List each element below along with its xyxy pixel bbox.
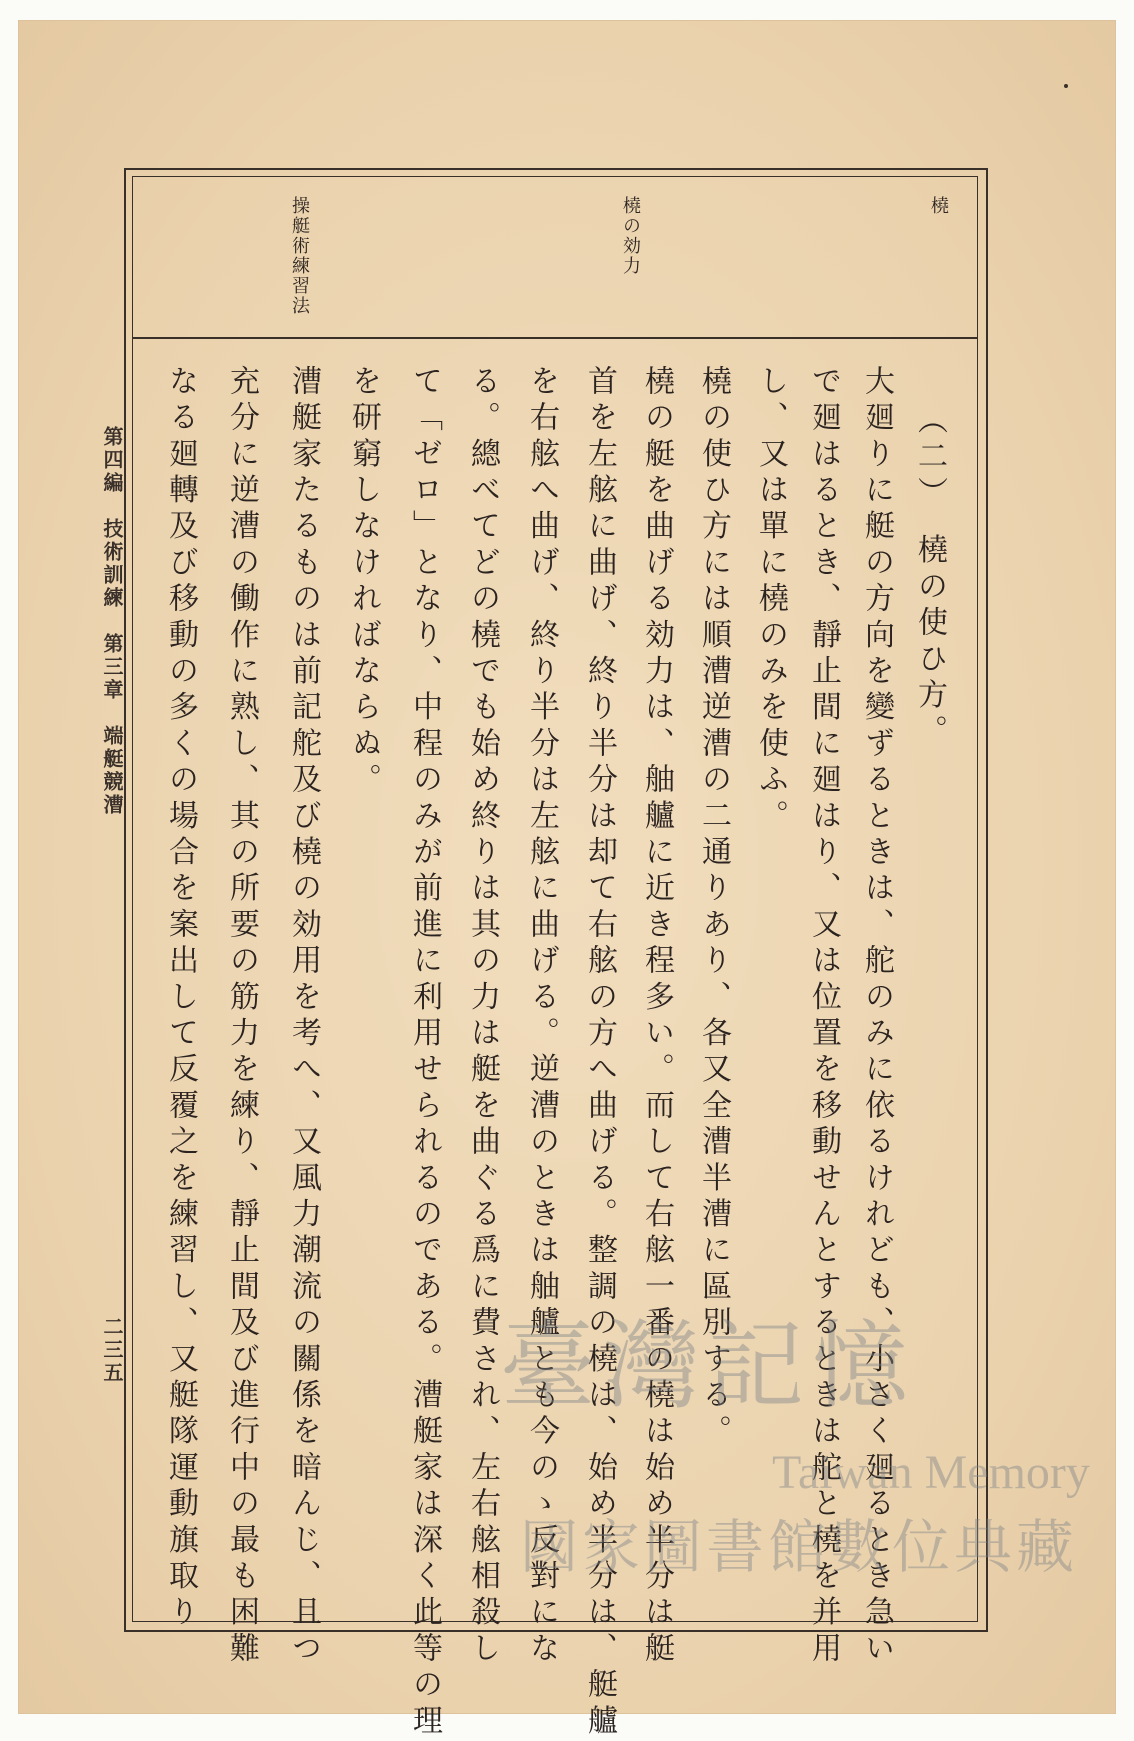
library-watermark bbox=[500, 1290, 1090, 1590]
body-line: る。總べてどの橈でも始め終りは其の力は艇を曲ぐる爲に費され、左右舷相殺し bbox=[465, 365, 500, 1669]
body-line: で廻はるとき、靜止間に廻はり、又は位置を移動せんとするときは舵と橈を并用 bbox=[806, 365, 841, 1669]
watermark-chinese: 臺灣記憶 bbox=[500, 1310, 916, 1422]
body-line: 漕艇家たるものは前記舵及び橈の効用を考へ、又風力潮流の關係を暗んじ、且つ bbox=[286, 365, 321, 1669]
body-line: 大廻りに艇の方向を變ずるときは、舵のみに依るけれども、小さく廻るとき急い bbox=[859, 365, 894, 1669]
running-footer-chapter: 第四編 技術訓練 第三章 端艇競漕 bbox=[100, 426, 124, 817]
body-line: し、又は單に橈のみを使ふ。 bbox=[753, 365, 788, 836]
margin-note: 操艇術練習法 bbox=[289, 196, 310, 316]
body-line: 首を左舷に曲げ、終り半分は却て右舷の方へ曲げる。整調の橈は、始め半分は、艇艫 bbox=[582, 365, 617, 1741]
body-line: なる廻轉及び移動の多くの場合を案出して反覆之を練習し、又艇隊運動旗取り bbox=[163, 365, 198, 1632]
body-line: （二） 橈の使ひ方。 bbox=[912, 404, 947, 751]
body-line: を右舷へ曲げ、終り半分は左舷に曲げる。逆漕のときは舳艫とも今のゝ反對にな bbox=[524, 365, 559, 1669]
ink-spot bbox=[1064, 84, 1068, 88]
body-line: を研窮しなければならぬ。 bbox=[346, 365, 381, 800]
watermark-subtitle: 國家圖書館數位典藏 bbox=[520, 1513, 1079, 1581]
body-line: 橈の使ひ方には順漕逆漕の二通りあり、各又全漕半漕に區別する。 bbox=[696, 365, 731, 1451]
body-line: て「ゼロ」となり、中程のみが前進に利用せられるのである。漕艇家は深く此等の理 bbox=[407, 365, 442, 1741]
page-number: 二三五 bbox=[100, 1316, 124, 1385]
body-line: 橈の艇を曲げる効力は、舳艫に近き程多い。而して右舷一番の橈は始め半分は艇 bbox=[639, 365, 674, 1669]
margin-note: 橈 bbox=[928, 196, 949, 216]
margin-note: 橈の効力 bbox=[620, 196, 641, 276]
margin-header-rule bbox=[132, 337, 978, 339]
body-line: 充分に逆漕の働作に熟し、其の所要の筋力を練り、靜止間及び進行中の最も困難 bbox=[224, 365, 259, 1669]
watermark-english: Taiwan Memory bbox=[772, 1446, 1090, 1499]
